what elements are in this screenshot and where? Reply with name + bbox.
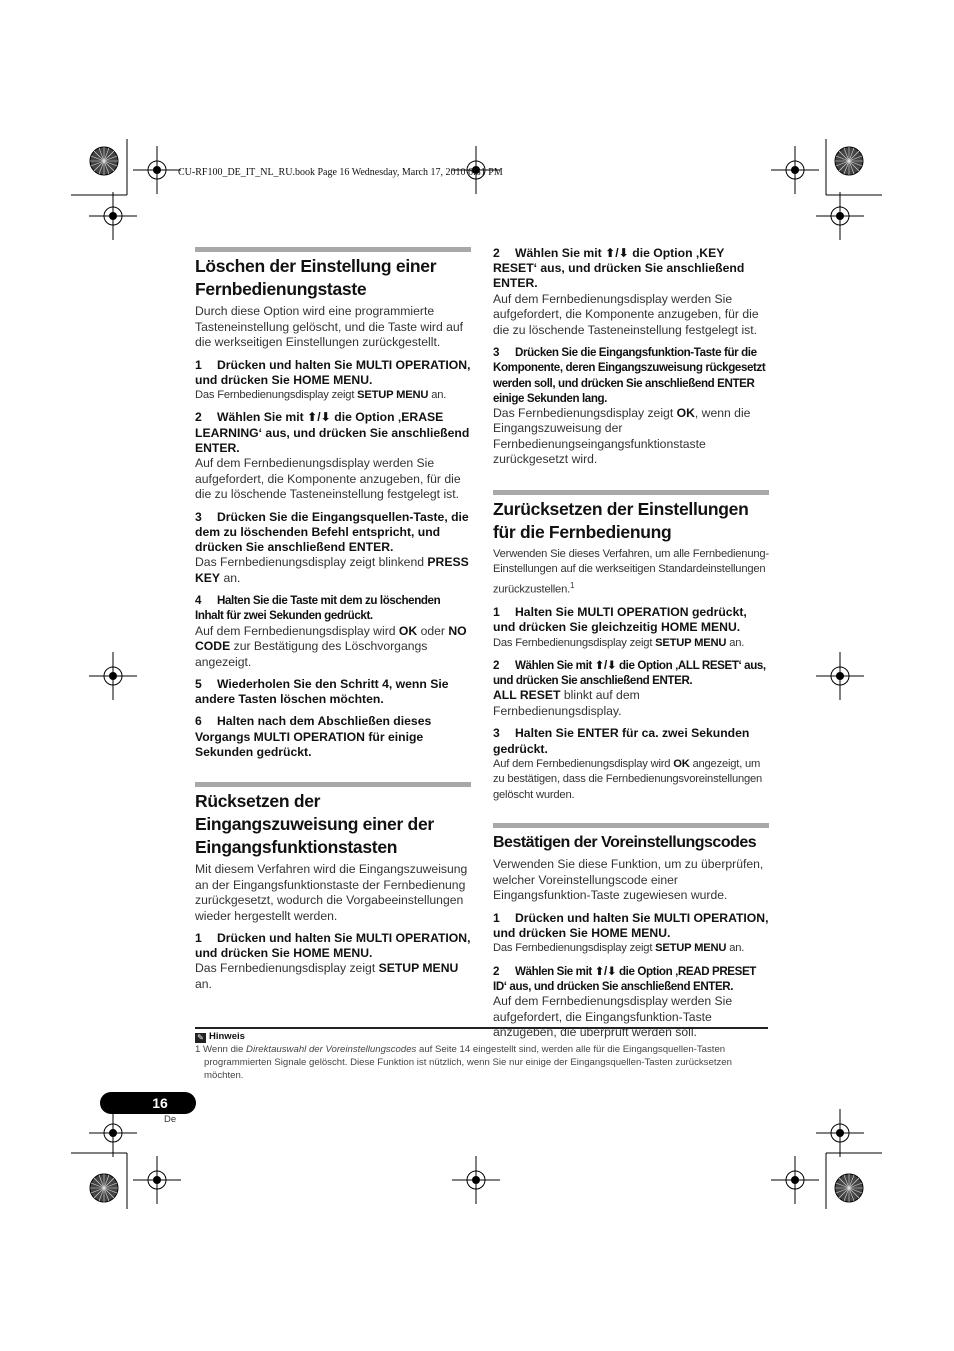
step [195,593,471,670]
step-number: 1 [493,605,500,620]
step [493,605,769,651]
step [493,246,769,338]
step-title: Drücken und halten Sie MULTI OPERATION, und drücken Sie HOME MENU. [195,357,471,387]
footnote-area [195,1027,768,1082]
note-heading: ✎ Hinweis [195,1031,768,1043]
page-number: 16 [152,1095,168,1111]
section-title: Rücksetzen der Eingangszuweisung einer der Eingangsfunktionstasten [195,791,434,858]
step-title: Wählen Sie mit ⬆/⬇ die Option ‚READ PRESET ID‘ aus, und drücken Sie anschließend ENTER. [493,964,756,993]
step [195,358,471,404]
step-number: 2 [493,246,500,260]
step [195,931,471,992]
step-title: Drücken und halten Sie MULTI OPERATION, und drücken Sie HOME MENU. [493,910,769,941]
step-title: Halten nach dem Abschließen dieses Vorgangs MULTI OPERATION für einige Sekunden gedrückt. [195,714,432,759]
step-body: ALL RESET blinkt auf dem Fernbedienungsdisplay. [493,688,640,718]
step-body: Das Fernbedienungsdisplay zeigt SETUP MENU an. [195,388,447,401]
step [493,911,769,957]
section-continued [493,246,769,468]
step-title: Drücken Sie die Eingangsquellen-Taste, die dem zu löschenden Befehl entspricht, und drücken Sie anschließend ENTER. [195,509,469,554]
step [195,677,471,707]
step-title: Halten Sie MULTI OPERATION gedrückt, und drücken Sie gleichzeitig HOME MENU. [493,605,747,635]
step-body: Das Fernbedienungsdisplay zeigt SETUP MENU an. [195,961,459,991]
step-title: Wählen Sie mit ⬆/⬇ die Option ‚KEY RESET‘ aus, und drücken Sie anschließend ENTER. [493,246,745,291]
language-code: De [164,1114,177,1125]
section-intro: Mit diesem Verfahren wird die Eingangszuweisung an der Eingangsfunktionstaste der Fernbedienung zurückgesetzt, wodurch die Vorgabeeinstellungen wieder hergestellt werden. [195,862,468,923]
print-header: CU-RF100_DE_IT_NL_RU.book Page 16 Wednesday, March 17, 2010 6:31 PM [178,167,503,178]
step-title: Drücken und halten Sie MULTI OPERATION, und drücken Sie HOME MENU. [195,931,471,961]
section-title: Bestätigen der Voreinstellungscodes [493,834,757,852]
step-title: Wählen Sie mit ⬆/⬇ die Option ‚ALL RESET‘ aus, und drücken Sie anschließend ENTER. [493,659,766,688]
step-number: 5 [195,677,202,692]
step-title: Halten Sie ENTER für ca. zwei Sekunden gedrückt. [493,726,750,756]
step-number: 4 [195,594,202,608]
left-column [195,247,471,1004]
step-number: 1 [493,910,500,925]
footnote-text: 1 Wenn die Direktauswahl der Voreinstellungscodes auf Seite 14 eingestellt sind, werden alle für die Eingangsquellen-Tasten programmierten Signale gelöscht. Diese Funktion ist nützlich, wenn Sie nur einige der Eingangsquellen-Tasten zurücksetzen möchten. [195,1044,732,1081]
step-number: 3 [195,509,202,524]
section-intro: Verwenden Sie dieses Verfahren, um alle Fernbedienung-Einstellungen auf die werkseitigen Standardeinstellungen zurückzustellen.$^1$ [493,547,769,596]
step-title: Wiederholen Sie den Schritt 4, wenn Sie andere Tasten löschen möchten. [195,677,449,707]
step-number: 1 [195,357,202,372]
right-column [493,239,769,1053]
step-body: Das Fernbedienungsdisplay zeigt blinkend PRESS KEY an. [195,555,469,585]
note-pencil-icon: ✎ [195,1033,206,1043]
step [493,658,769,719]
step [493,345,769,468]
step-title: Wählen Sie mit ⬆/⬇ die Option ‚ERASE LEARNING‘ aus, und drücken Sie anschließend ENTER. [195,410,470,455]
section-reset-input-assignment [195,782,471,992]
section-erase-learning [195,247,471,760]
step [195,410,471,502]
section-preset-codes [493,823,769,1040]
step [195,510,471,587]
step-body: Auf dem Fernbedienungsdisplay wird OK oder NO CODE zur Bestätigung des Löschvorgangs angezeigt. [195,623,467,669]
step-number: 1 [195,931,202,946]
step-number: 3 [493,346,500,360]
step-title: Halten Sie die Taste mit dem zu löschenden Inhalt für zwei Sekunden gedrückt. [195,594,441,623]
step-body: Das Fernbedienungsdisplay zeigt OK, wenn die Eingangszuweisung der Fernbedienungseingangsfunktionstaste zurückgesetzt wird. [493,405,751,467]
step [493,726,769,803]
section-reset-remote [493,490,769,803]
step-number: 2 [493,659,500,673]
section-title: Zurücksetzen der Einstellungen für die Fernbedienung [493,498,749,542]
step-title: Drücken Sie die Eingangsfunktion-Taste für die Komponente, deren Eingangszuweisung rückgesetzt werden soll, und drücken Sie anschließend ENTER einige Sekunden lang. [493,346,766,405]
section-intro: Verwenden Sie diese Funktion, um zu überprüfen, welcher Voreinstellungscode einer Eingangsfunktion-Taste zugewiesen wurde. [493,857,764,903]
step-body: Auf dem Fernbedienungsdisplay wird OK angezeigt, um zu bestätigen, dass die Fernbedienungsvoreinstellungen gelöscht wurden. [493,757,763,801]
footnote-ref: 1 [570,580,575,590]
step-body: Auf dem Fernbedienungsdisplay werden Sie aufgefordert, die Eingangsfunktion-Taste anzugeben, die überprüft werden soll. [493,994,733,1040]
step-body: Das Fernbedienungsdisplay zeigt SETUP MENU an. [493,636,745,649]
step-body: Auf dem Fernbedienungsdisplay werden Sie aufgefordert, die Komponente anzugeben, für die die zu löschende Tasteneinstellung festgelegt ist. [195,456,461,502]
step-number: 3 [493,726,500,741]
step-number: 2 [195,410,202,425]
step [195,714,471,760]
section-intro: Durch diese Option wird eine programmierte Tasteneinstellung gelöscht, und die Taste wird auf die werkseitigen Einstellungen zurückgestellt. [195,304,464,349]
step-number: 2 [493,964,500,978]
step-number: 6 [195,714,202,729]
step-body: Auf dem Fernbedienungsdisplay werden Sie aufgefordert, die Komponente anzugeben, für die die zu löschende Tasteneinstellung festgelegt ist. [493,291,759,337]
section-title: Löschen der Einstellung einer Fernbedienungstaste [195,256,437,299]
step-body: Das Fernbedienungsdisplay zeigt SETUP MENU an. [493,942,745,955]
